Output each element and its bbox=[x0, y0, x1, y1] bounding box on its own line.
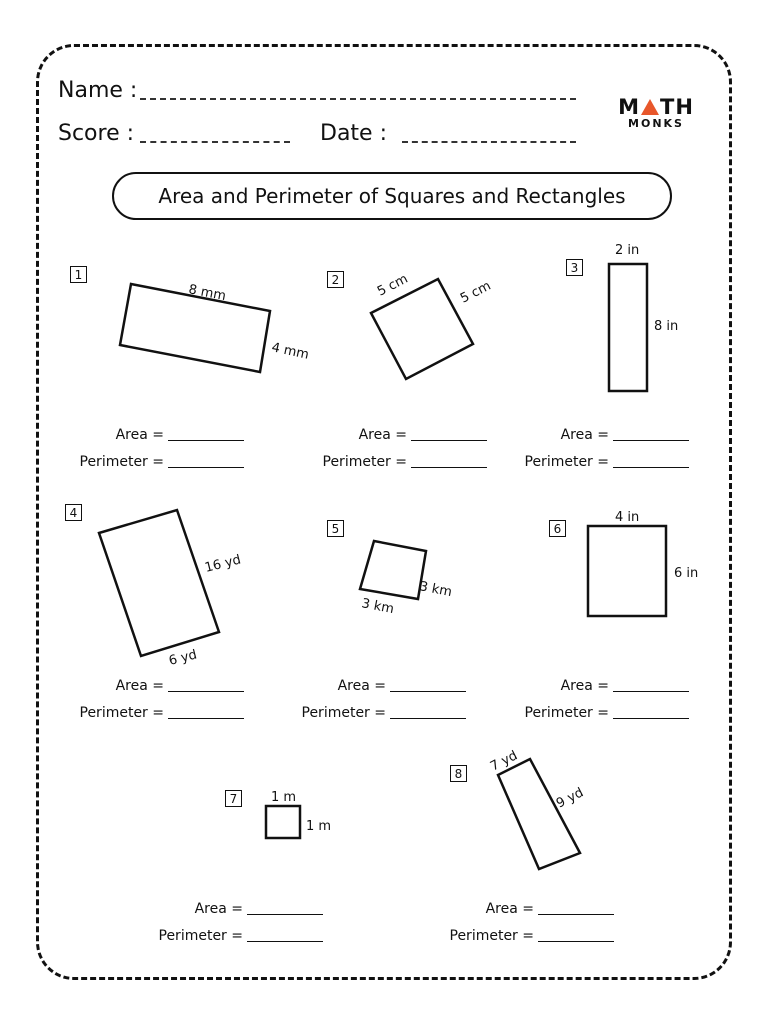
area-blank[interactable] bbox=[613, 691, 689, 692]
side-label: 2 in bbox=[615, 243, 640, 258]
problem-number: 5 bbox=[327, 520, 344, 537]
area-label: Area = bbox=[115, 678, 164, 694]
shape-rectangle-4 bbox=[99, 510, 219, 656]
area-label: Area = bbox=[337, 678, 386, 694]
side-label: 8 in bbox=[654, 319, 679, 334]
perimeter-label: Perimeter = bbox=[449, 928, 534, 944]
perimeter-answer[interactable] bbox=[523, 454, 689, 470]
shape-square-5 bbox=[360, 541, 426, 599]
shape-rectangle-6 bbox=[588, 526, 666, 616]
perimeter-answer[interactable] bbox=[78, 705, 244, 721]
side-label: 9 yd bbox=[554, 785, 587, 812]
perimeter-blank[interactable] bbox=[247, 941, 323, 942]
area-blank[interactable] bbox=[168, 440, 244, 441]
side-label: 3 km bbox=[418, 579, 454, 601]
perimeter-label: Perimeter = bbox=[301, 705, 386, 721]
area-answer[interactable] bbox=[321, 427, 487, 443]
area-answer[interactable] bbox=[523, 678, 689, 694]
perimeter-label: Perimeter = bbox=[524, 454, 609, 470]
area-answer[interactable] bbox=[448, 901, 614, 917]
problem-number: 3 bbox=[566, 259, 583, 276]
area-label: Area = bbox=[485, 901, 534, 917]
perimeter-blank[interactable] bbox=[411, 467, 487, 468]
side-label: 7 yd bbox=[488, 748, 521, 775]
problem-number: 6 bbox=[549, 520, 566, 537]
perimeter-answer[interactable] bbox=[157, 928, 323, 944]
side-label: 8 mm bbox=[187, 282, 228, 305]
area-label: Area = bbox=[194, 901, 243, 917]
side-label: 4 mm bbox=[270, 340, 311, 363]
perimeter-blank[interactable] bbox=[168, 467, 244, 468]
side-label: 16 yd bbox=[203, 552, 243, 576]
perimeter-answer[interactable] bbox=[523, 705, 689, 721]
perimeter-label: Perimeter = bbox=[158, 928, 243, 944]
side-label: 3 km bbox=[360, 596, 396, 618]
shape-rectangle-3 bbox=[609, 264, 647, 391]
perimeter-answer[interactable] bbox=[321, 454, 487, 470]
shape-square-7 bbox=[266, 806, 300, 838]
area-blank[interactable] bbox=[390, 691, 466, 692]
problem-number: 8 bbox=[450, 765, 467, 782]
perimeter-label: Perimeter = bbox=[79, 454, 164, 470]
area-blank[interactable] bbox=[538, 914, 614, 915]
area-blank[interactable] bbox=[613, 440, 689, 441]
shape-rectangle-8 bbox=[498, 759, 580, 869]
side-label: 1 m bbox=[271, 790, 297, 805]
logo-math-left: M bbox=[618, 95, 640, 119]
area-label: Area = bbox=[560, 678, 609, 694]
perimeter-label: Perimeter = bbox=[322, 454, 407, 470]
problem-number: 2 bbox=[327, 271, 344, 288]
side-label: 5 cm bbox=[375, 271, 411, 300]
area-blank[interactable] bbox=[411, 440, 487, 441]
area-answer[interactable] bbox=[300, 678, 466, 694]
problem-number: 7 bbox=[225, 790, 242, 807]
area-answer[interactable] bbox=[523, 427, 689, 443]
problem-number: 4 bbox=[65, 504, 82, 521]
perimeter-answer[interactable] bbox=[78, 454, 244, 470]
area-blank[interactable] bbox=[247, 914, 323, 915]
perimeter-blank[interactable] bbox=[613, 467, 689, 468]
perimeter-label: Perimeter = bbox=[524, 705, 609, 721]
date-label: Date : bbox=[320, 121, 387, 146]
logo-math-right: TH bbox=[660, 95, 694, 119]
perimeter-label: Perimeter = bbox=[79, 705, 164, 721]
area-answer[interactable] bbox=[78, 427, 244, 443]
perimeter-answer[interactable] bbox=[300, 705, 466, 721]
score-label: Score : bbox=[58, 121, 135, 146]
side-label: 1 m bbox=[306, 819, 332, 834]
perimeter-answer[interactable] bbox=[448, 928, 614, 944]
area-answer[interactable] bbox=[78, 678, 244, 694]
area-answer[interactable] bbox=[157, 901, 323, 917]
side-label: 4 in bbox=[615, 510, 640, 525]
side-label: 5 cm bbox=[458, 278, 494, 307]
perimeter-blank[interactable] bbox=[613, 718, 689, 719]
perimeter-blank[interactable] bbox=[538, 941, 614, 942]
perimeter-blank[interactable] bbox=[390, 718, 466, 719]
area-label: Area = bbox=[358, 427, 407, 443]
side-label: 6 in bbox=[674, 566, 699, 581]
problem-number: 1 bbox=[70, 266, 87, 283]
perimeter-blank[interactable] bbox=[168, 718, 244, 719]
worksheet-title: Area and Perimeter of Squares and Rectangles bbox=[112, 172, 672, 220]
logo-sub: MONKS bbox=[628, 117, 684, 130]
area-label: Area = bbox=[560, 427, 609, 443]
side-label: 6 yd bbox=[167, 647, 199, 669]
area-blank[interactable] bbox=[168, 691, 244, 692]
name-label: Name : bbox=[58, 78, 138, 103]
area-label: Area = bbox=[115, 427, 164, 443]
